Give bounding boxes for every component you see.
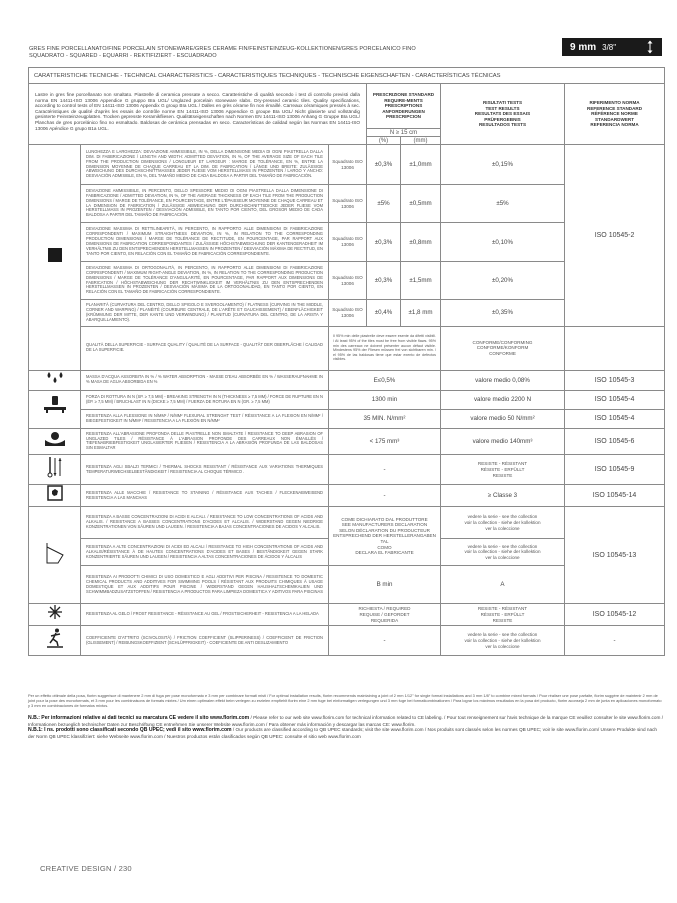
dim-desc-2: DEVIAZIONE MASSIMA DI RETTILINEARITÀ, IN PERCENTO, IN RAPPORTO ALLE DIMENSIONI DI FABBRICAZIONE CORRISPONDENTI / MAXIMUM STRAIGHTNESS DEVIATION, IN %, IN RELATION TO THE CORRESPONDING PRODUCTION DIMENSIONS / MARGE DE TOLÉRANCE DE RECTITUDE, EN POURCENTAGE, PAR RAPPORT AUX DIMENSIONS DE FABRICATION CORRESPONDANTES / ZULÄSSIGE HÖCHSTABWEICHUNG DER KANTENGERADHEIT IM VERHÄLTNIS ZU DEN ENTSPRECHENDEN HERSTELLMASSEN IN PROZENTEN / DESVIACIÓN MÁXIMA DE RECTITUD, EN TANTO POR CIENTO, EN RELACIÓN CON EL TAMAÑO DE FABRICACIÓN CORRESPONDIENTE. bbox=[81, 223, 329, 262]
technical-characteristics-table bbox=[28, 67, 665, 656]
table-title: CARATTERISTICHE TECNICHE - TECHNICAL CHARACTERISTICS - CARACTERISTIQUES TECHNIQUES - TECHNISCHE EIGENSCHAFTEN - CARACTERÍSTICAS TÉCNICAS bbox=[29, 68, 665, 84]
percent-header: (%) bbox=[367, 137, 401, 145]
stain-icon-cell bbox=[29, 485, 81, 507]
chem-prescription-declared: COME DICHIARATO DAL PRODUTTORE SEE MANUFACTURERS DECLARATION SELON DÉCLARATION DU PRODUCTEUR ENTSPRECHEND DER HERSTELLERANGABEN TAL COMO DECLARA EL FABRICANTE bbox=[329, 507, 441, 566]
frost-norm: ISO 10545-12 bbox=[565, 604, 665, 626]
dim-desc-4: PLANARITÀ (CURVATURA DEL CENTRO, DELLO SPIGOLO E SVERGOLAMENTO) / FLATNESS (CURVING IN THE MIDDLE, CORNER AND WARPING) / PLANÉITÉ (COURBURE CENTRALE, DE L'ARÊTE ET GAUCHISSEMENT) / EBENFLÄCHIGKEIT (KRÜMMUNG DER MITTE, DER KANTE UND VERWINDUNG) / PLANITUD (CURVATURA DEL CENTRO, DE LA ARISTA Y ABARQUILLAMIENTO). bbox=[81, 300, 329, 327]
prescription-header: PRESCRIZIONE STANDARD REQUIRE-MENTS PRESCRIPTIONS ANFORDERUNGEN PRESCRIPCION bbox=[367, 84, 441, 129]
row-result-1: valore medio 2200 N bbox=[441, 390, 565, 409]
chem-result-2: A bbox=[441, 566, 565, 604]
header-line-1: GRES FINE PORCELLANATO/FINE PORCELAIN STONEWARE/GRES CERAME FIN/FEINSTEINZEUG-KOLLEKTIONEN/GRES PORCELANICO FINO bbox=[29, 46, 416, 52]
friction-norm: - bbox=[565, 626, 665, 656]
row-prescription-2: 35 MIN. N/mm² bbox=[329, 409, 441, 428]
row-desc-0: MASSA D'ACQUA ASSORBITA IN % / % WATER ABSORPTION - MASSE D'EAU ABSORBÉE EN % / WASSERAUFNAHME IN % MASA DE AGUA ABSORBIDA EN % bbox=[81, 370, 329, 390]
friction-result: vedere la serie - see the collection voir la collection - siehe der kollektion ver la coleccione bbox=[441, 626, 565, 656]
thickness-badge bbox=[562, 38, 662, 56]
dim-std-0: Squadrato ISO 13006 bbox=[329, 145, 367, 185]
row-result-3: valore medio 140mm³ bbox=[441, 428, 565, 455]
dim-result-0: ±0,15% bbox=[441, 145, 565, 185]
dim-std-3: Squadrato ISO 13006 bbox=[329, 262, 367, 300]
dim-result-2: ±0,10% bbox=[441, 223, 565, 262]
dim-std-2: Squadrato ISO 13006 bbox=[329, 223, 367, 262]
page-footer: CREATIVE DESIGN / 230 bbox=[40, 864, 132, 873]
dim-result-4: ±0,35% bbox=[441, 300, 565, 327]
breaking-load-icon bbox=[42, 394, 68, 420]
chem-prescription-2: B min bbox=[329, 566, 441, 604]
row-prescription-3: < 175 mm³ bbox=[329, 428, 441, 455]
stain-icon bbox=[47, 485, 63, 501]
chem-result-0: vedere la serie - see the collection voir la collection - siehe der kollektion ver la coleccione bbox=[441, 507, 565, 539]
dim-pct-2: ±0,3% bbox=[367, 223, 401, 262]
friction-prescription: - bbox=[329, 626, 441, 656]
chem-desc-0: RESISTENZA A BASSE CONCENTRAZIONI DI ACIDI E ALCALI. / RESISTANCE TO LOW CONCENTRATIONS OF ACIDS AND ALKALIS. / RESISTANCE A BASSES CONCENTRATIONS D'ACIDES ET ALCALIS. / WIDERSTAND GEGEN NIEDRIGE KONZENTRATIONEN VON SÄUREN UND LAUGEN. / RESISTENCIA A BAJAS CONCENTRACIONES DE ACIDOS Y ALCALIS. bbox=[81, 507, 329, 539]
row-result-4: RESISTE - RÉSISTANT RÉSISTE - ERFÜLLT RESISTE bbox=[441, 455, 565, 485]
frost-result: RESISTE - RÉSISTANT RÉSISTE - ERFÜLLT RESISTE bbox=[441, 604, 565, 626]
dim-mm-4: ±1,8 mm bbox=[401, 300, 441, 327]
chemical-flask-icon bbox=[44, 541, 66, 565]
abrasion-icon-cell bbox=[29, 428, 81, 455]
frost-desc: RESISTENZA AL GELO / FROST RESISTANCE - RÉSISTANCE AU GEL / FROSTSICHERHEIT - RESISTENCIA A LA HELADA bbox=[81, 604, 329, 626]
abrasion-icon bbox=[44, 431, 66, 447]
water-drops-icon bbox=[45, 371, 65, 385]
chem-desc-1: RESISTENZA A ALTE CONCENTRAZIONI DI ACIDI ED ALCALI / RESISTANCE TO HIGH CONCENTRATIONS OF ACIDS AND ALKALIS/RÉSISTANCE À DE HAUTES CONCENTRATIONS D'ACIDES ET BASES / BESTÄNDIGKEIT GEGEN STARK KONZENTRIERTE SÄUREN UND LAUGEN / RESISTENCIA A ALTAS CONCENTRACIONES DE ÁCIDOS Y ÁLCALIS bbox=[81, 539, 329, 566]
row-desc-4: RESISTENZA AGLI SBALZI TERMICI / THERMAL SHOCKS RESISTANT / RÉSISTANCE AUX VARIATIONS THERMIQUES TEMPERATURWECHSELBESTÄNDIGKEIT / RESISTENCIA AL CHOQUE TÉRMICO . bbox=[81, 455, 329, 485]
intro-text: Lastre in gres fine porcellanato non smaltato. Piastrelle di ceramica pressate a secco. Caratteristiche di qualità secondo i test di controllo previsti dalla norma EN 14411-ISO 13006 Appendice G gruppo BIa UGL/ Unglazed porcelain stoneware slabs. Dry-pressed ceramic tiles. Quality specifications, according to control tests of EN 14411-ISO 13006 Appendix G group BIa UGL / Dalles en grès cérame fin non émaillé. Carreaux céramiques pressés à sec. Caractéristiques de qualité d'après les essais de contrôle norme EN 14411-ISO 13006 Appendice G groupe BIa UGL/ Nicht glasierte und vollständig gesinterte Feinsteinzeugplatten. Trocken gepresste Keramikfliesen. Qualitätseigenschaften nach Normen EN 14411-ISO 13006 Anhang G Gruppe BIa UGL/ Planchas de gres porcelánico fino no esmaltado. Baldosas de cerámica prensadas en seco. Características de calidad según las Normas EN 14411-ISO 13006 Apéndice G grupo B1a UGL. bbox=[29, 84, 367, 145]
dim-mm-0: ±1,0mm bbox=[401, 145, 441, 185]
surface-prescription: Il 95% min delle piastrelle deve essere esente da difetti visibili. / At least 95% of the tiles must be free from visible flaws. 95% min des carreaux ne doivent présenter aucun défaut visible. Mindestens 95% der Fliesen müssen frei von sichtbaren min. / el 95% de las baldosas tiene que estar exento de defectos visibles. bbox=[329, 326, 441, 370]
reference-header: RIFERIMENTO NORMA REFERENCE STANDARD RÉFÉRENCE NORME STANDARDWERT REFERENCIA NORMA bbox=[565, 84, 665, 145]
surface-desc: QUALITÀ DELLA SUPERFICIE - SURFACE QUALITY / QUALITÉ DE LA SURFACE - QUALITÄT DER OBERFLÄCHE / CALIDAD DE LA SUPERFICIE. bbox=[81, 326, 329, 370]
prescription-size: N ≥ 15 cm bbox=[367, 129, 441, 137]
row-norm-2: ISO 10545-4 bbox=[565, 409, 665, 428]
thermal-shock-icon bbox=[46, 456, 64, 478]
row-result-5: ≥ Classe 3 bbox=[441, 485, 565, 507]
dim-result-3: ±0,20% bbox=[441, 262, 565, 300]
header-text bbox=[29, 46, 509, 60]
row-norm-3: ISO 10545-6 bbox=[565, 428, 665, 455]
row-prescription-4: - bbox=[329, 455, 441, 485]
dimension-icon-cell bbox=[29, 145, 81, 371]
dim-pct-1: ±5% bbox=[367, 185, 401, 223]
chem-norm: ISO 10545-13 bbox=[565, 507, 665, 604]
row-prescription-5: - bbox=[329, 485, 441, 507]
dim-pct-0: ±0,3% bbox=[367, 145, 401, 185]
slipping-person-icon bbox=[46, 628, 64, 648]
thermal-icon-cell bbox=[29, 455, 81, 485]
row-desc-5: RESISTENZA ALLE MACCHIE / RESISTANCE TO STAINING / RÉSISTANCE AUX TACHES / FLECKENABWEISEND RESISTENCIA A LAS MANCHAS bbox=[81, 485, 329, 507]
mm-header: (mm) bbox=[401, 137, 441, 145]
dim-desc-1: DEVIAZIONE AMMISSIBILE, IN PERCENTO, DELLO SPESSORE MEDIO DI OGNI PIASTRELLA DALLA DIMENSIONE DI FABBRICAZIONE / ADMITTED DEVIATION, IN %, OF THE AVERAGE THICKNESS OF EACH TILE FROM THE PRODUCTION DIMENSIONS / MARGE DE TOLÉRANCE, EN POURCENTAGE, ENTRE L'ÉPAISSEUR MOYENNE DE CHAQUE CARREAU ET LA DIMENSION DE FABRICATION / ZULÄSSIGE ABWEICHUNG DER DURCHSCHNITTSDICKE JEDER FLIESE VOM HERSTELLMASS IN PROZENTEN / DESVIACIÓN ADMISIBLE, EN TANTO POR CIENTO, DEL GROSOR MEDIO DE CADA BALDOSA A PARTIR DEL TAMAÑO DE FABRICACIÓN. bbox=[81, 185, 329, 223]
thickness-arrow-icon bbox=[646, 40, 654, 54]
water-icon-cell bbox=[29, 370, 81, 390]
thickness-mm: 9 mm bbox=[570, 41, 597, 53]
row-desc-2: RESISTENZA ALLA FLESSIONE IN N/MM² / N/MM² FLEXURAL STRENGHT TEST / RÉSISTANCE A LA FLEXION EN N/MM² / BIEGEFESTIGKEIT IN N/MM² / RESISTENCIA A LA FLEXIÓN EN N/MM² bbox=[81, 409, 329, 428]
dim-std-1: Squadrato ISO 13006 bbox=[329, 185, 367, 223]
load-icon-cell bbox=[29, 390, 81, 428]
chem-desc-2: RESISTENZA AI PRODOTTI CHIMICI DI USO DOMESTICO E AGLI ADDITIVI PER PISCINA / RESISTENCE TO DOMESTIC CHEMICAL PRODUCTS AND ADDITIVES FOR SWIMMING POOLS / RÉSISTANT AUX PRODUITS CHIMIQUES À USAGE DOMESTIQUE ET AUX ADDITIFS POUR PISCINE / WIDERSTAND GEGEN HAUSHALTSCHEMIKALIEN UND SCHWIMMBADZUSATZSTOFFEN / RESISTENCIA A PRODUCTOS PARA LIMPIEZA DOMESTICA Y ADITIVOS PARA PISCINAS bbox=[81, 566, 329, 604]
surface-result: CONFORME/CONFORMING CONFORME/KONFORM CONFORME bbox=[441, 326, 565, 370]
header-line-2: SQUADRATO - SQUARED - EQUARRI - REKTIFIZIERT - ESCUADRADO bbox=[29, 53, 217, 59]
row-prescription-0: E≤0,5% bbox=[329, 370, 441, 390]
row-norm-5: ISO 10545-14 bbox=[565, 485, 665, 507]
row-result-2: valore medio 50 N/mm² bbox=[441, 409, 565, 428]
dim-mm-2: ±0,8mm bbox=[401, 223, 441, 262]
dim-pct-3: ±0,3% bbox=[367, 262, 401, 300]
friction-icon-cell bbox=[29, 626, 81, 656]
dim-mm-1: ±0,5mm bbox=[401, 185, 441, 223]
dim-result-1: ±5% bbox=[441, 185, 565, 223]
dim-std-4: Squadrato ISO 13006 bbox=[329, 300, 367, 327]
row-result-0: valore medio 0,08% bbox=[441, 370, 565, 390]
friction-desc: COEFFICIENTE D'ATTRITO (SCIVOLOSITÀ) / FRICTION COEFFICIENT (SLIPPERINESS) / COEFFICIENT DE FRICTION (GLISSEMENT) / REIBUNGSKOEFFIZIENT (SCHLÜPFRIGKEIT) - COEFICIENTE DE ANTI DESLIZAMIENTO bbox=[81, 626, 329, 656]
dim-desc-0: LUNGHEZZA E LARGHEZZA: DEVIAZIONE AMMISSIBILE, IN %, DELLA DIMENSIONE MEDIA DI OGNI PIASTRELLA DALLA DIM. DI FABBRICAZIONE / LENGTH AND WIDTH: ADMITTED DEVIATION, IN %, OF THE AVERAGE SIZE OF EACH TILE FROM THE PRODUCTION DIMENSIONS / LONGUEUR ET LARGEUR : MARGE DE TOLÉRANCE, EN %, ENTRE LA DIMENSION MOYENNE DE CHAQUE CARREAU ET LA DIM. DE FABRICATION / LÄNGE UND BREITE: ZULÄSSIGE ABWEICHUNG DES DURCHSCHNITTMASSES JEDER FLIESE VOM HERSTELLMASS IN PROZENTEN / LARGO Y ANCHO: DESVIACIÓN ADMISIBLE, EN %, DEL TAMAÑO MEDIO DE CADA BALDOSA A PARTIR DEL TAMAÑO DE FABRICACIÓN. bbox=[81, 145, 329, 185]
dim-pct-4: ±0,4% bbox=[367, 300, 401, 327]
note-upec-text: / Our products are classified according to QB UPEC standards; visit the site www.florim.com / Nos produits sont classés selon les normes QB UPEC; voir le site www.florim.com/ Unsere Produkte sind nach der Norm QB UPEC klassifiziert: siehe Webseite www.florim.com / Nuestros productos están clasificados según QB UPEC: consulte el sitio web www.florim.com bbox=[28, 727, 658, 739]
dim-norm: ISO 10545-2 bbox=[565, 145, 665, 327]
snowflake-icon bbox=[48, 605, 62, 619]
row-norm-1: ISO 10545-4 bbox=[565, 390, 665, 409]
chem-result-1: vedere la serie - see the collection voir la collection - siehe der kollektion ver la coleccione bbox=[441, 539, 565, 566]
dim-desc-3: DEVIAZIONE MASSIMA DI ORTOGONALITÀ, IN PERCENTO, IN RAPPORTO ALLE DIMENSIONI DI FABBRICAZIONE CORRISPONDENTI / MAXIMUM RIGHT-ANGLE DEVIATION, IN %, IN RELATION TO THE CORRESPONDING PRODUCTION DIMENSIONS / MARGE DE TOLÉRANCE D'ANGULARITÉ, EN POURCENTAGE, PAR RAPPORT AUX DIMENSIONS DE FABRICATION / HÖCHSTABWEICHUNG DER RECHTWINKLIGKEIT IM VERHÄLTNIS ZU DEN ENTSPRECHENDEN HERSTELLMASSEN IN PROZENTEN / DESVIACIÓN MÁXIMA DE LA ORTOGONALIDAD, EN TANTO POR CIENTO, EN RELACIÓN CON EL TAMAÑO DE FABRICACIÓN CORRESPONDIENTE. bbox=[81, 262, 329, 300]
note-ce-bold: N.B.: Per informazioni relative ai dati tecnici su marcatura CE vedere il sito www.florim.com bbox=[28, 715, 250, 721]
surface-norm-empty bbox=[565, 326, 665, 370]
dim-mm-3: ±1,5mm bbox=[401, 262, 441, 300]
row-desc-3: RESISTENZA ALL'ABRASIONE PROFONDA DELLE PIASTRELLE NON SMALTATE / RESISTANCE TO DEEP ABRASION OF UNGLAZED TILES / RÉSISTANCE À L'ABRASION PROFONDE DES CARREAUX NON ÉMAILLÉS / TIEFENABRIEBFESTIGKEIT UNGLASIERTER FLIESEN / RESISTENCIA A LA ABRASIÓN PROFUNDA DE LAS BALDOSAS SIN ESMALTAR bbox=[81, 428, 329, 455]
notes-block bbox=[28, 715, 664, 739]
frost-prescription: RICHIESTA / REQUIRED REQUISE / GEFORDET REQUERIDA bbox=[329, 604, 441, 626]
row-norm-0: ISO 10545-3 bbox=[565, 370, 665, 390]
row-desc-1: FORZA DI ROTTURA IN N (SP. ≥ 7,5 MM) - BREAKING STRENGTH IN N (THICKNESS ≥ 7,5 MM) / FORCE DE RUPTURE EN N (ÉP. ≥ 7,5 MM) / BRUCHLAST IN N (DICKE ≥ 7,5 MM) / FUERZA DE ROTURA EN N (GR. ≥ 7,5 MM) bbox=[81, 390, 329, 409]
note-upec-bold: N.B.1: I ns. prodotti sono classificati secondo QB UPEC; vedi il sito www.florim.com bbox=[28, 727, 232, 734]
chemical-icon-cell bbox=[29, 507, 81, 604]
installation-footnote: Per un effetto ottimale della posa, florim suggerisce di mantenere 2 mm di fuga per pose monoformato e 3 mm per combinare formati misti / For optimal installation results, florim recommends maintaining a joint of 2 mm 1/12" for single format installations and 3 mm 1/8" to combine mixed formats / Pour réaliser une pose parfaite, florim suggère de maintenir 2 mm de joint pour la pose des monoformats, et 3 mm pour les combinaisons de formats mixtes / Um einen optimalen effekt beim verlegen zu erzielen empfiehlt florim eine 2 mm fuge bei einformatigen verlegungen und 3 mm fuge bei formatkombinationen / Para lograr los máximos resultados en la posa del producto, florim aconseja 2 mm de junta en aplicaciones monoformato y 3 mm en combinaciones de formatos mixtos. bbox=[28, 693, 662, 708]
square-tile-icon bbox=[48, 248, 62, 262]
note-ce-text: / Please refer to our web site www.florim.com for technical information related to CE labeling. / Pour tout renseignement sur l'avis technique de la marque CE veuillez consulter le site www.florim.com / Informationen bezueglich technischer Daten zur Beschriftung CE entnehmen Sie unserer Website www.florim.com / Para obtener más información y descargar las marcas CE: www.florim. bbox=[28, 715, 664, 727]
frost-icon-cell bbox=[29, 604, 81, 626]
row-prescription-1: 1300 min bbox=[329, 390, 441, 409]
results-header: RISULTATI TESTS TEST RESULTS RESULTATS DES ESSAIS PRÜFERGEBNIS RESULTADOS TESTS bbox=[441, 84, 565, 145]
thickness-inch: 3/8" bbox=[602, 42, 617, 52]
row-norm-4: ISO 10545-9 bbox=[565, 455, 665, 485]
